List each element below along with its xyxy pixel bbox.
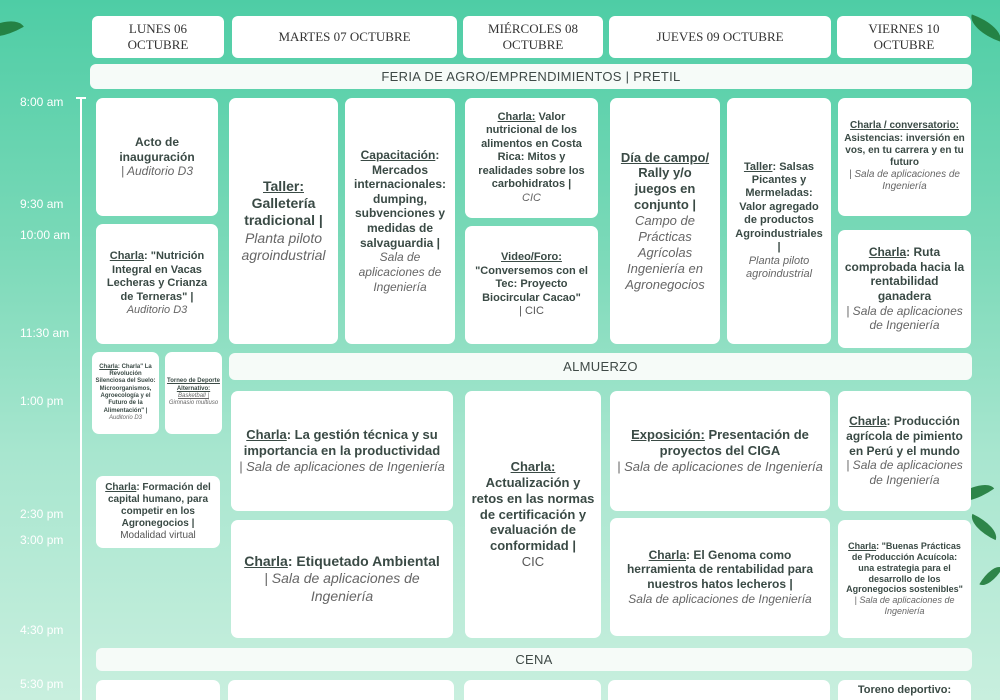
time-label: 10:00 am xyxy=(20,228,71,242)
event-card[interactable] xyxy=(465,226,598,344)
day-header-thursday: JUEVES 09 OCTUBRE xyxy=(609,16,831,58)
event-location: | Sala de aplicaciones de Ingeniería xyxy=(239,458,445,474)
event-card[interactable] xyxy=(838,520,971,638)
timeline-axis xyxy=(80,97,82,700)
event-location: | Auditorio D3 xyxy=(120,164,194,179)
event-card[interactable] xyxy=(231,520,453,638)
time-label: 4:30 pm xyxy=(20,623,64,637)
event-kind: Torneo de Deporte Alternativo: xyxy=(167,378,220,392)
event-location: Campo de Prácticas Agrícolas Ingeniería en Agronegocios xyxy=(625,213,705,292)
event-title: Rally y/o juegos en conjunto | xyxy=(633,165,697,213)
event-location: Auditorio D3 xyxy=(126,304,188,317)
event-location: Modalidad virtual xyxy=(120,530,196,542)
event-location: | Sala de aplicaciones de Ingeniería xyxy=(264,570,420,604)
event-location: Gimnasio multiuso xyxy=(168,400,219,407)
event-location: Planta piloto agroindustrial xyxy=(745,254,813,280)
event-title: : El Genoma como herramienta de rentabilidad para nuestros hatos lecheros | xyxy=(626,547,814,591)
event-kind: Charla xyxy=(244,553,288,570)
event-kind: Charla xyxy=(99,363,118,370)
event-title: : "Buenas Prácticas de Producción Acuícola: una estrategia para el desarrollo de los Agronegocios sostenibles" xyxy=(846,540,963,595)
event-card[interactable] xyxy=(610,98,720,344)
event-kind: Día de campo/ xyxy=(620,149,710,165)
event-title: "Conversemos con el Tec: Proyecto Biocircular Cacao" xyxy=(475,264,588,304)
event-card[interactable] xyxy=(610,391,830,511)
event-title: : Charla" La Revolución Silenciosa del Suelo: Microorganismos, Agroecología y el Futuro de la Alimentación" | xyxy=(95,363,156,414)
event-kind: Charla xyxy=(868,245,907,260)
day-header-wednesday: MIÉRCOLES 08 OCTUBRE xyxy=(463,16,603,58)
event-title: : Mercados internacionales: dumping, subvenciones y medidas de salvaguardia | xyxy=(353,147,447,250)
event-card[interactable] xyxy=(838,680,971,700)
event-kind: Charla xyxy=(109,250,145,263)
time-label: 2:30 pm xyxy=(20,507,64,521)
event-kind: Charla xyxy=(849,414,887,429)
event-card[interactable] xyxy=(608,680,830,700)
event-title: Actualización y retos en las normas de certificación y evaluación de conformidad | xyxy=(471,474,595,554)
event-location: | Sala de aplicaciones de Ingeniería xyxy=(617,458,823,474)
day-header-monday: LUNES 06 OCTUBRE xyxy=(92,16,224,58)
event-title: : La gestión técnica y su importancia en la productividad xyxy=(243,427,441,459)
event-location: Auditorio D3 xyxy=(108,414,143,421)
time-label: 8:00 am xyxy=(20,95,64,109)
event-card[interactable] xyxy=(838,230,971,348)
event-title: Valor nutricional de los alimentos en Costa Rica: Mitos y realidades sobre los carbohidratos | xyxy=(478,111,585,191)
event-card[interactable] xyxy=(727,98,831,344)
event-kind: Capacitación xyxy=(360,147,436,162)
event-location: | Sala de aplicaciones de Ingeniería xyxy=(854,595,955,617)
event-card[interactable] xyxy=(96,224,218,344)
event-location: | CIC xyxy=(519,305,544,318)
time-label: 5:30 pm xyxy=(20,677,64,691)
leaf-decoration xyxy=(966,14,1000,41)
event-kind: Taller xyxy=(743,160,773,173)
event-kind: Charla xyxy=(246,427,287,443)
event-location: CIC xyxy=(521,554,545,570)
day-header-tuesday: MARTES 07 OCTUBRE xyxy=(232,16,457,58)
event-title: : Etiquetado Ambiental xyxy=(287,553,440,570)
event-kind: Charla: xyxy=(497,111,536,124)
event-kind: Charla / conversatorio: xyxy=(850,120,959,132)
event-card[interactable] xyxy=(345,98,455,344)
day-header-friday: VIERNES 10 OCTUBRE xyxy=(837,16,971,58)
band-almuerzo: ALMUERZO xyxy=(229,353,972,380)
event-card[interactable] xyxy=(465,98,598,218)
event-kind: Taller: xyxy=(263,178,304,195)
band-feria: FERIA DE AGRO/EMPRENDIMIENTOS | PRETIL xyxy=(90,64,972,89)
event-kind: Exposición: xyxy=(631,427,705,443)
event-card[interactable] xyxy=(231,391,453,511)
event-card[interactable] xyxy=(838,98,971,216)
event-card[interactable] xyxy=(465,391,601,638)
band-cena: CENA xyxy=(96,648,972,671)
event-card[interactable] xyxy=(96,680,220,700)
event-card[interactable] xyxy=(464,680,601,700)
event-title: : Salsas Picantes y Mermeladas: Valor agregado de productos Agroindustriales | xyxy=(735,160,823,254)
event-title: : "Nutrición Integral en Vacas Lecheras y Crianza de Terneras" | xyxy=(106,250,208,303)
event-card[interactable] xyxy=(228,680,454,700)
event-title: : Formación del capital humano, para competir en los Agronegocios | xyxy=(107,481,211,530)
event-title: Acto de inauguración xyxy=(119,135,195,164)
event-kind: Charla xyxy=(105,481,137,493)
event-location: CIC xyxy=(522,191,541,204)
event-title: Galletería tradicional | xyxy=(244,195,323,229)
event-title: Asistencias: inversión en vos, en tu carrera y en tu futuro xyxy=(844,132,965,168)
event-location: | Sala de aplicaciones de Ingeniería xyxy=(846,303,963,333)
event-kind: Video/Foro: xyxy=(501,251,562,264)
leaf-decoration xyxy=(979,562,1000,591)
event-card[interactable] xyxy=(229,98,338,344)
time-label: 3:00 pm xyxy=(20,533,64,547)
event-card[interactable] xyxy=(610,518,830,636)
event-title: Toreno deportivo: xyxy=(857,684,952,696)
event-card[interactable] xyxy=(92,352,159,434)
event-title: Presentación de proyectos del CIGA xyxy=(659,427,809,459)
event-title: Basketball | xyxy=(178,393,209,399)
event-kind: Charla xyxy=(648,547,686,562)
leaf-decoration xyxy=(967,514,1000,540)
time-label: 11:30 am xyxy=(20,326,70,340)
event-location: Sala de aplicaciones de Ingeniería xyxy=(628,591,812,606)
leaf-decoration xyxy=(0,11,24,47)
event-kind: Charla: xyxy=(510,458,556,474)
event-location: | Sala de aplicaciones de Ingeniería xyxy=(848,169,960,193)
time-label: 1:00 pm xyxy=(20,394,64,408)
time-label: 9:30 am xyxy=(20,197,64,211)
event-title: : Ruta comprobada hacia la rentabilidad ganadera xyxy=(844,245,965,303)
event-card[interactable] xyxy=(96,476,220,548)
event-card[interactable] xyxy=(838,391,971,511)
event-location: Sala de aplicaciones de Ingeniería xyxy=(358,250,442,294)
event-location: Planta piloto agroindustrial xyxy=(241,229,326,263)
event-card[interactable] xyxy=(96,98,218,216)
event-location: | Sala de aplicaciones de Ingeniería xyxy=(846,458,963,487)
event-title: : Producción agrícola de pimiento en Perú y el mundo xyxy=(846,414,963,458)
event-card[interactable] xyxy=(165,352,222,434)
event-kind: Charla xyxy=(848,540,877,551)
